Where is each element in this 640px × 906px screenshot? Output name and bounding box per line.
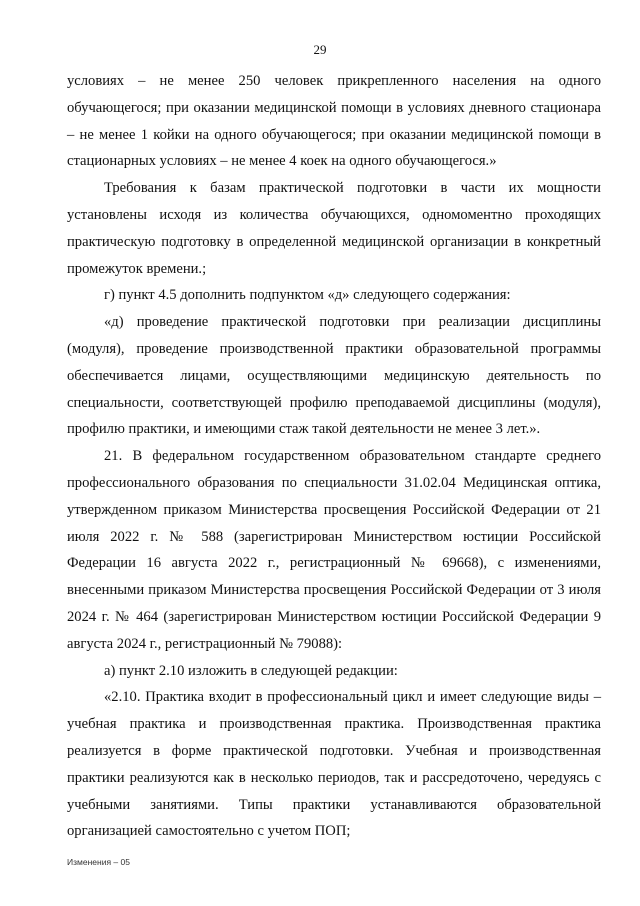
paragraph: г) пункт 4.5 дополнить подпунктом «д» следующего содержания: [104, 287, 511, 304]
footer-note: Изменения – 05 [67, 857, 130, 867]
paragraph: а) пункт 2.10 изложить в следующей редакции: [104, 662, 398, 679]
paragraph: условиях – не менее 250 человек прикрепленного населения на одного обучающегося; при оказании медицинской помощи в условиях дневного стационара – не менее 1 койки на одного обучающегося; при оказании медицинской помощи в стационарных условиях – не менее 4 коек на одного обучающегося.» [67, 73, 601, 170]
paragraph: Требования к базам практической подготовки в части их мощности установлены исходя из количества обучающихся, одномоментно проходящих практическую подготовку в определенной медицинской организации в конкретный промежуток времени.; [67, 180, 601, 277]
document-body [67, 68, 601, 845]
page-number: 29 [313, 42, 327, 57]
paragraph: 21. В федеральном государственном образовательном стандарте среднего профессионального образования по специальности 31.02.04 Медицинская оптика, утвержденном приказом Министерства просвещения Российской Федерации от 21 июля 2022 г. № 588 (зарегистрирован Министерством юстиции Российской Федерации 16 августа 2022 г., регистрационный № 69668), с изменениями, внесенными приказом Министерства просвещения Российской Федерации от 3 июля 2024 г. № 464 (зарегистрирован Министерством юстиции Российской Федерации 9 августа 2024 г., регистрационный № 79088): [67, 448, 601, 652]
paragraph: «д) проведение практической подготовки при реализации дисциплины (модуля), проведение производственной практики образовательной программы обеспечивается лицами, осуществляющими медицинскую деятельность по специальности, соответствующей профилю преподаваемой дисциплины (модуля), профилю практики, и имеющими стаж такой деятельности не менее 3 лет.». [67, 314, 601, 438]
paragraph: «2.10. Практика входит в профессиональный цикл и имеет следующие виды – учебная практика и производственная практика. Производственная практика реализуется в форме практической подготовки. Учебная и производственная практики реализуются как в несколько периодов, так и рассредоточено, чередуясь с учебными занятиями. Типы практики устанавливаются образовательной организацией самостоятельно с учетом ПОП; [67, 689, 601, 840]
